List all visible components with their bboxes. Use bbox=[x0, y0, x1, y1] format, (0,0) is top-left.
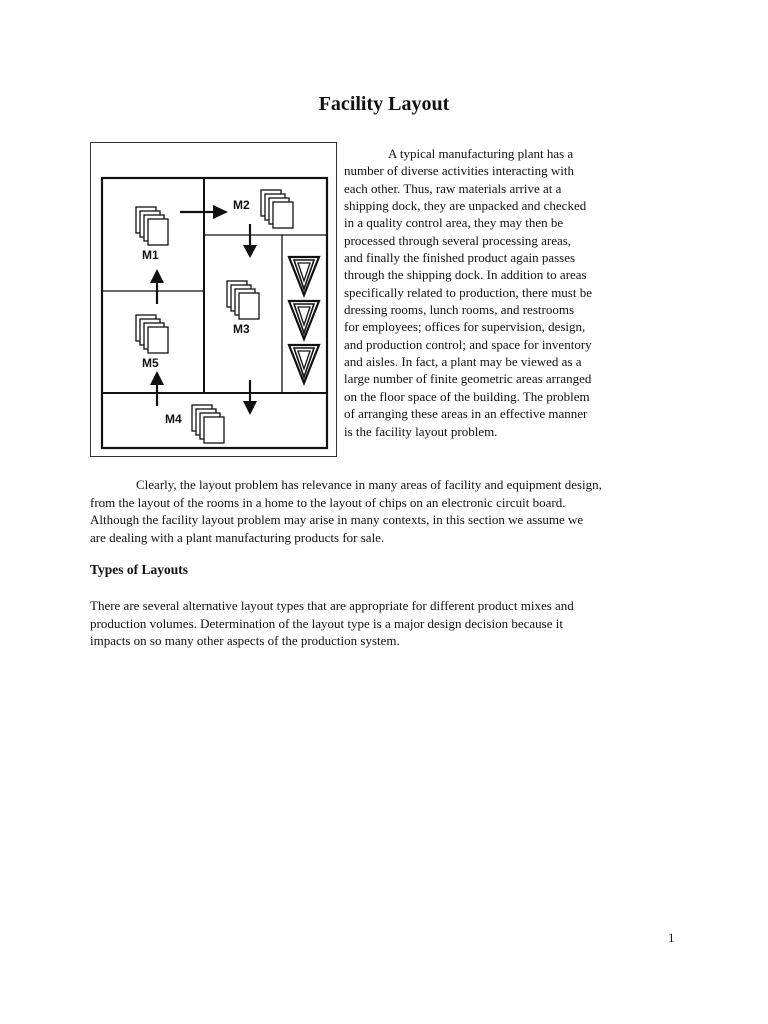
page-title: Facility Layout bbox=[318, 93, 450, 115]
text-line: of arranging these areas in an effective manner bbox=[344, 406, 588, 422]
funnel-icon bbox=[289, 345, 319, 383]
machine-label-m3: M3 bbox=[233, 322, 250, 336]
machine-m4-icon bbox=[192, 405, 224, 443]
text-line: large number of finite geometric areas arranged bbox=[344, 371, 592, 387]
text-line: Clearly, the layout problem has relevance in many areas of facility and equipment design, bbox=[136, 477, 602, 492]
text-line: dressing rooms, lunch rooms, and restrooms bbox=[344, 302, 575, 318]
facility-layout-figure bbox=[90, 142, 337, 457]
text-line: on the floor space of the building. The problem bbox=[344, 388, 590, 404]
text-line: and finally the finished product again passes bbox=[344, 250, 576, 266]
machine-m3-icon bbox=[227, 281, 259, 319]
text-line: A typical manufacturing plant has a bbox=[388, 146, 574, 161]
paragraph-layout-relevance bbox=[90, 476, 690, 546]
text-line: for employees; offices for supervision, design, bbox=[344, 319, 586, 335]
arrow-down-icon bbox=[243, 224, 257, 258]
intro-paragraph bbox=[344, 145, 644, 440]
text-line: in a quality control area, they may then be bbox=[344, 215, 564, 231]
funnel-icon bbox=[289, 301, 319, 339]
machine-m1-icon bbox=[136, 207, 168, 245]
machine-label-m2: M2 bbox=[233, 198, 250, 212]
machine-label-m5: M5 bbox=[142, 356, 159, 370]
layout-diagram bbox=[91, 143, 338, 458]
machine-label-m4: M4 bbox=[165, 412, 182, 426]
text-line: is the facility layout problem. bbox=[344, 423, 498, 439]
section-heading: Types of Layouts bbox=[90, 562, 189, 577]
text-line: number of diverse activities interacting with bbox=[344, 163, 574, 179]
text-line: There are several alternative layout types that are appropriate for different product mixes and bbox=[90, 598, 574, 613]
text-line: and aisles. In fact, a plant may be viewed as a bbox=[344, 354, 582, 370]
machine-label-m1: M1 bbox=[142, 248, 159, 262]
text-line: shipping dock, they are unpacked and checked bbox=[344, 198, 587, 214]
machine-m5-icon bbox=[136, 315, 168, 353]
text-line: from the layout of the rooms in a home to the layout of chips on an electronic circuit board. bbox=[90, 494, 566, 510]
arrow-down-icon bbox=[243, 380, 257, 415]
paragraph-layout-types bbox=[90, 597, 690, 650]
text-line: and production control; and space for inventory bbox=[344, 336, 592, 352]
arrow-up-icon bbox=[150, 371, 164, 406]
arrow-up-icon bbox=[150, 269, 164, 304]
text-line: are dealing with a plant manufacturing products for sale. bbox=[90, 529, 385, 545]
text-line: each other. Thus, raw materials arrive at a bbox=[344, 180, 562, 196]
text-line: through the shipping dock. In addition to areas bbox=[344, 267, 587, 283]
text-line: production volumes. Determination of the layout type is a major design decision because it bbox=[90, 615, 563, 631]
funnel-icon bbox=[289, 257, 319, 295]
text-line: processed through several processing areas, bbox=[344, 232, 572, 248]
page-number: 1 bbox=[668, 930, 675, 945]
text-line: specifically related to production, there must be bbox=[344, 284, 592, 300]
text-line: Although the facility layout problem may arise in many contexts, in this section we assume we bbox=[90, 512, 584, 528]
text-line: impacts on so many other aspects of the production system. bbox=[90, 633, 400, 649]
machine-m2-icon bbox=[261, 190, 293, 228]
